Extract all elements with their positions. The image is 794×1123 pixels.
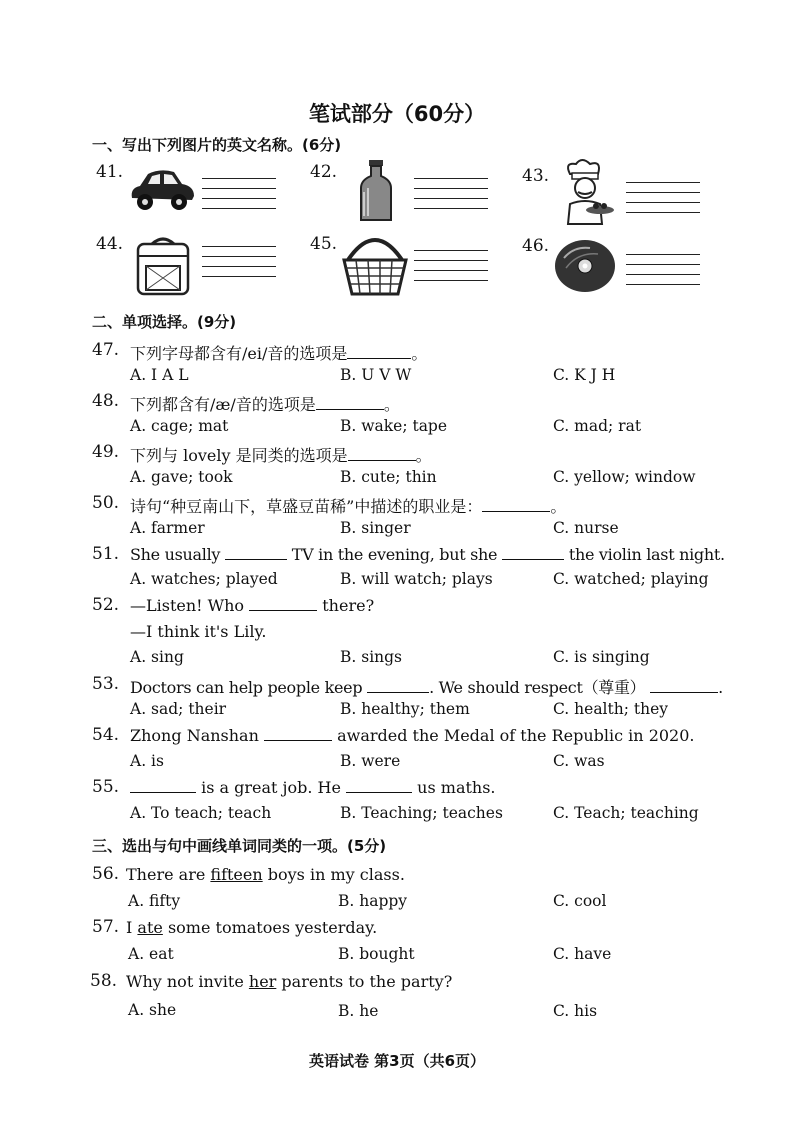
section3-heading: 三、选出与句中画线单词同类的一项。(5分) [92, 837, 387, 855]
q49-text: 下列与 lovely 是同类的选项是 [130, 446, 348, 465]
q52-stem [130, 596, 374, 615]
q52-number: 52. [92, 595, 120, 615]
q49-option-c[interactable]: C. yellow; window [553, 468, 696, 486]
q56-stem [126, 865, 405, 884]
q57-stem [126, 918, 377, 937]
cook-icon [556, 158, 618, 230]
q48-number: 48. [92, 391, 120, 411]
q53-text-2: . We should respect（尊重） [429, 678, 646, 697]
q55-option-a[interactable]: A. To teach; teach [130, 804, 272, 822]
q57-option-b[interactable]: B. bought [338, 945, 415, 963]
q51-text-3: the violin last night. [568, 545, 725, 564]
q54-stem [130, 726, 695, 745]
q55-blank-2[interactable] [346, 778, 412, 793]
page-title: 笔试部分（60分） [308, 102, 486, 126]
q54-option-a[interactable]: A. is [130, 752, 164, 770]
q49-option-b[interactable]: B. cute; thin [340, 468, 437, 486]
q46-answer-lines[interactable] [626, 254, 700, 294]
q55-option-b[interactable]: B. Teaching; teaches [340, 804, 503, 822]
q47-end: 。 [411, 344, 428, 363]
q51-text-2: TV in the evening, but she [291, 545, 498, 564]
q46-number: 46. [522, 236, 550, 256]
q50-option-a[interactable]: A. farmer [130, 519, 205, 537]
q50-option-c[interactable]: C. nurse [553, 519, 619, 537]
q53-blank-1[interactable] [367, 678, 429, 693]
q54-text-1: Zhong Nanshan [130, 726, 259, 745]
q47-option-b[interactable]: B. U V W [340, 366, 412, 384]
q48-text: 下列都含有/æ/音的选项是 [130, 395, 316, 414]
q58-stem [126, 972, 452, 991]
q55-text-2: us maths. [417, 778, 496, 797]
q48-stem [130, 392, 400, 415]
q52-option-c[interactable]: C. is singing [553, 648, 650, 666]
q51-blank-2[interactable] [502, 545, 564, 560]
q58-underlined-word: her [248, 972, 277, 991]
q55-text-1: is a great job. He [201, 778, 341, 797]
q58-option-b[interactable]: B. he [338, 1002, 379, 1020]
q51-number: 51. [92, 544, 120, 564]
q58-text-1: Why not invite [126, 972, 244, 991]
q49-number: 49. [92, 442, 120, 462]
q53-text-3: . [718, 678, 723, 697]
q44-number: 44. [96, 234, 124, 254]
q45-answer-lines[interactable] [414, 250, 488, 290]
q48-option-a[interactable]: A. cage; mat [130, 417, 229, 435]
bottle-icon [356, 158, 396, 224]
q57-underlined-word: ate [137, 918, 163, 937]
q58-option-c[interactable]: C. his [553, 1002, 598, 1020]
q51-option-c[interactable]: C. watched; playing [553, 570, 709, 588]
q53-text-1: Doctors can help people keep [130, 678, 363, 697]
basket-icon [340, 234, 410, 298]
q52-text-2: there? [322, 596, 375, 615]
q41-answer-lines[interactable] [202, 178, 276, 218]
q58-option-a[interactable]: A. she [128, 1001, 177, 1019]
q52-blank[interactable] [249, 596, 317, 611]
q45-number: 45. [310, 234, 338, 254]
q49-end: 。 [415, 446, 432, 465]
car-icon [126, 164, 198, 214]
q50-blank[interactable] [482, 497, 550, 512]
q49-blank[interactable] [348, 446, 416, 461]
q56-text-1: There are [126, 865, 206, 884]
q44-answer-lines[interactable] [202, 246, 276, 286]
q51-option-b[interactable]: B. will watch; plays [340, 570, 493, 588]
q48-option-b[interactable]: B. wake; tape [340, 417, 448, 435]
q53-stem [130, 675, 723, 698]
section2-heading: 二、单项选择。(9分) [92, 313, 237, 331]
q56-number: 56. [92, 864, 120, 884]
schoolbag-icon [130, 234, 196, 298]
q55-blank-1[interactable] [130, 778, 196, 793]
q54-blank[interactable] [264, 726, 332, 741]
q47-blank[interactable] [347, 344, 411, 359]
page-footer: 英语试卷 第3页（共6页） [308, 1052, 486, 1070]
q50-end: 。 [550, 497, 567, 516]
q48-blank[interactable] [316, 395, 384, 410]
q52-option-a[interactable]: A. sing [130, 648, 184, 666]
q56-option-a[interactable]: A. fifty [128, 892, 181, 910]
q54-number: 54. [92, 725, 120, 745]
q48-end: 。 [383, 395, 400, 414]
q47-option-a[interactable]: A. I A L [130, 366, 189, 384]
q52-text-1: —Listen! Who [130, 596, 245, 615]
q48-option-c[interactable]: C. mad; rat [553, 417, 642, 435]
q43-answer-lines[interactable] [626, 182, 700, 222]
q42-number: 42. [310, 162, 338, 182]
q55-option-c[interactable]: C. Teach; teaching [553, 804, 699, 822]
q58-number: 58. [90, 971, 118, 991]
q57-text-2: some tomatoes yesterday. [167, 918, 378, 937]
q49-stem [130, 443, 432, 466]
q51-blank-1[interactable] [225, 545, 287, 560]
q53-option-a[interactable]: A. sad; their [130, 700, 227, 718]
q47-text: 下列字母都含有/ei/音的选项是 [130, 344, 348, 363]
q43-number: 43. [522, 166, 550, 186]
q51-stem [130, 545, 725, 564]
q53-number: 53. [92, 674, 120, 694]
q55-number: 55. [92, 777, 120, 797]
q50-stem [130, 494, 566, 517]
q54-option-c[interactable]: C. was [553, 752, 605, 770]
q42-answer-lines[interactable] [414, 178, 488, 218]
q51-option-a[interactable]: A. watches; played [130, 570, 278, 588]
q50-number: 50. [92, 493, 120, 513]
cd-icon [554, 238, 616, 294]
q54-option-b[interactable]: B. were [340, 752, 401, 770]
q50-text: 诗句“种豆南山下，草盛豆苗稀”中描述的职业是： [130, 497, 483, 516]
q57-text-1: I [126, 918, 133, 937]
q56-underlined-word: fifteen [210, 865, 263, 884]
q56-option-b[interactable]: B. happy [338, 892, 408, 910]
q52-option-b[interactable]: B. sings [340, 648, 403, 666]
q53-option-b[interactable]: B. healthy; them [340, 700, 470, 718]
q57-number: 57. [92, 917, 120, 937]
q52-reply: —I think it's Lily. [130, 622, 267, 641]
q53-option-c[interactable]: C. health; they [553, 700, 669, 718]
q56-option-c[interactable]: C. cool [553, 892, 607, 910]
q57-option-c[interactable]: C. have [553, 945, 612, 963]
section1-heading: 一、写出下列图片的英文名称。(6分) [92, 136, 342, 154]
q54-text-2: awarded the Medal of the Republic in 2020. [337, 726, 695, 745]
q49-option-a[interactable]: A. gave; took [130, 468, 233, 486]
q55-stem [130, 778, 496, 797]
q47-option-c[interactable]: C. K J H [553, 366, 616, 384]
q57-option-a[interactable]: A. eat [128, 945, 174, 963]
q47-number: 47. [92, 340, 120, 360]
q50-option-b[interactable]: B. singer [340, 519, 411, 537]
q41-number: 41. [96, 162, 124, 182]
q51-text-1: She usually [130, 545, 221, 564]
q56-text-2: boys in my class. [267, 865, 405, 884]
q53-blank-2[interactable] [650, 678, 718, 693]
q58-text-2: parents to the party? [281, 972, 453, 991]
q47-stem [130, 341, 427, 364]
